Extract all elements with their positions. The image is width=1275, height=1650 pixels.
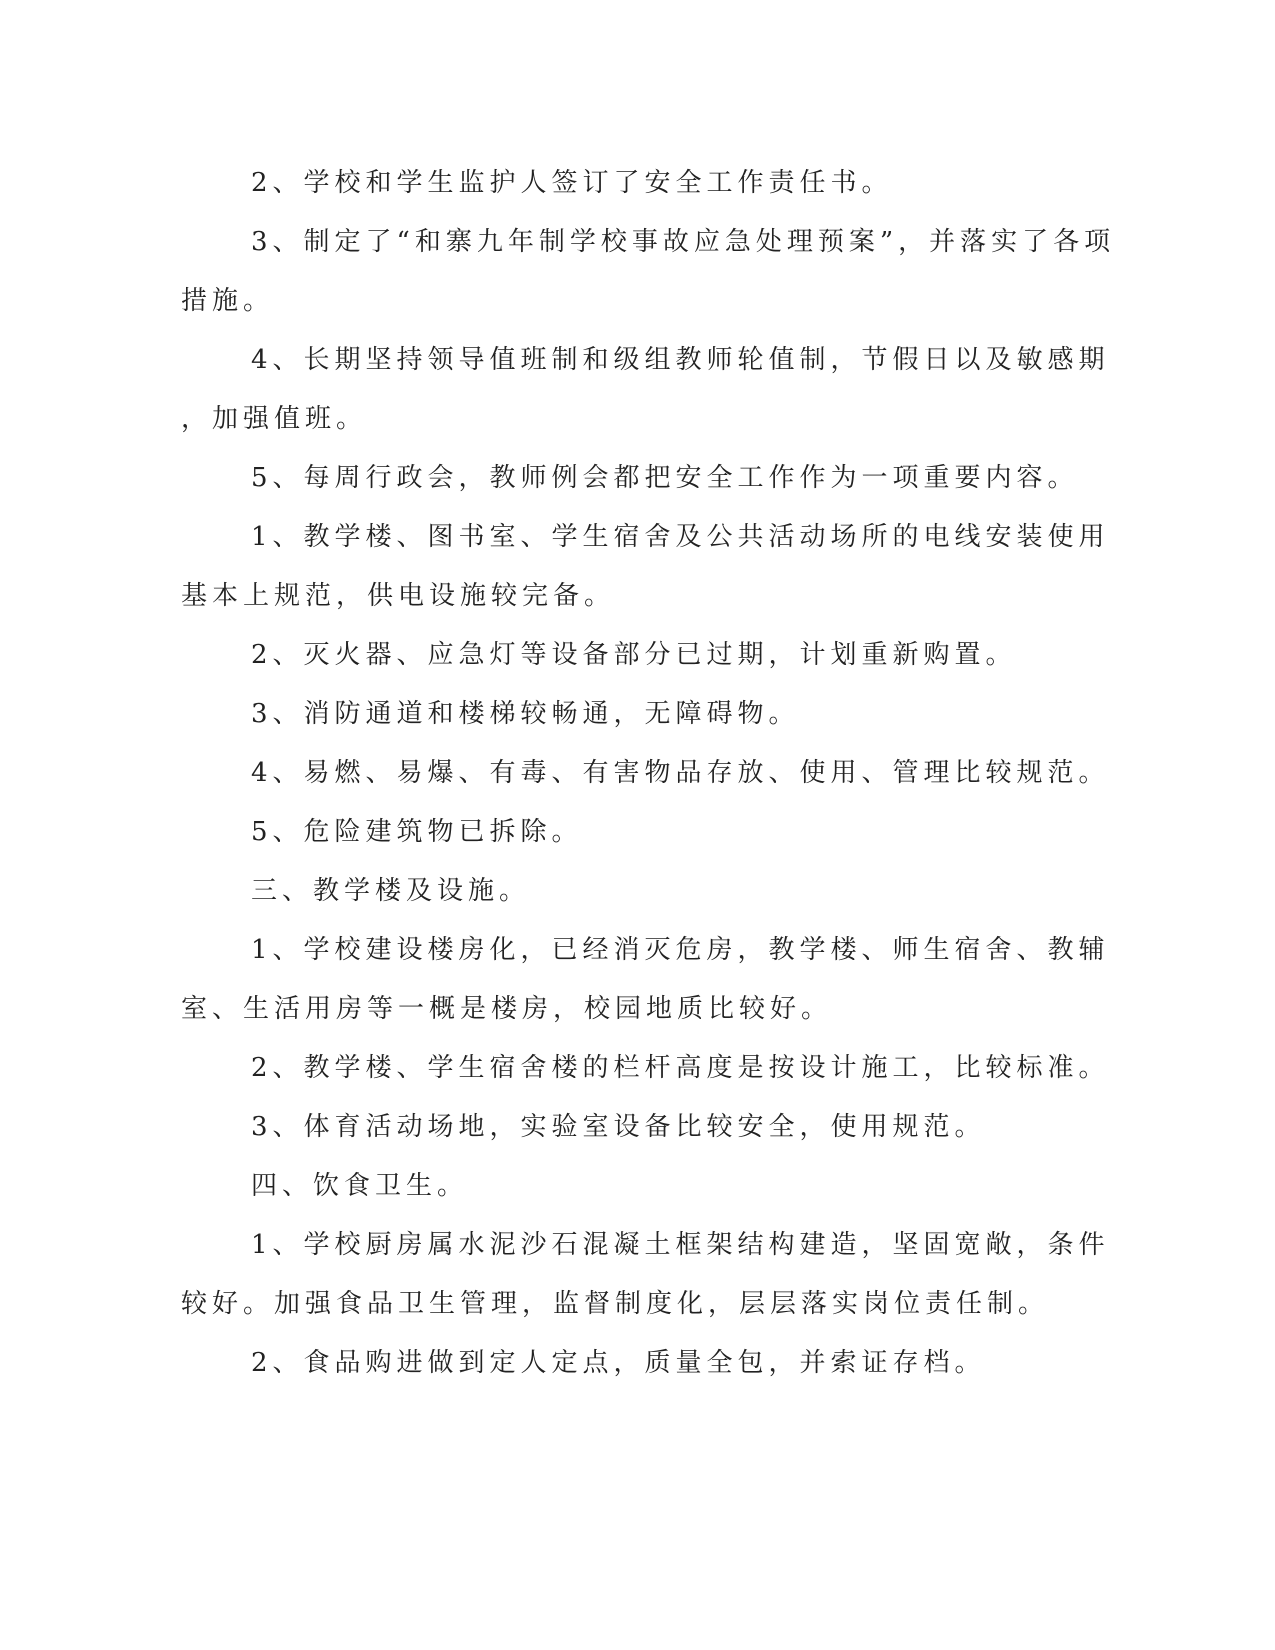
document-body — [181, 154, 1116, 1393]
paragraph-line: 基本上规范，供电设施较完备。 — [181, 581, 616, 611]
paragraph-line: 5、危险建筑物已拆除。 — [251, 817, 583, 847]
paragraph-line: 4、易燃、易爆、有毒、有害物品存放、使用、管理比较规范。 — [251, 758, 1110, 788]
paragraph-line: 2、灭火器、应急灯等设备部分已过期，计划重新购置。 — [251, 640, 1017, 670]
paragraph-line: 3、制定了“和寨九年制学校事故应急处理预案”，并落实了各项 — [251, 227, 1116, 257]
paragraph-line: 3、消防通道和楼梯较畅通，无障碍物。 — [251, 699, 800, 729]
paragraph-line: 1、教学楼、图书室、学生宿舍及公共活动场所的电线安装使用 — [251, 522, 1110, 552]
paragraph-line: ，加强值班。 — [181, 404, 368, 434]
paragraph-line: 5、每周行政会，教师例会都把安全工作作为一项重要内容。 — [251, 463, 1079, 493]
paragraph-line: 3、体育活动场地，实验室设备比较安全，使用规范。 — [251, 1112, 986, 1142]
paragraph-line: 2、教学楼、学生宿舍楼的栏杆高度是按设计施工，比较标准。 — [251, 1053, 1110, 1083]
paragraph-line: 1、学校建设楼房化，已经消灭危房，教学楼、师生宿舍、教辅 — [251, 935, 1110, 965]
paragraph-line: 2、学校和学生监护人签订了安全工作责任书。 — [251, 168, 893, 198]
paragraph-line: 较好。加强食品卫生管理，监督制度化，层层落实岗位责任制。 — [181, 1289, 1050, 1319]
paragraph-line: 2、食品购进做到定人定点，质量全包，并索证存档。 — [251, 1348, 986, 1378]
section-heading: 三、教学楼及设施。 — [251, 876, 531, 906]
paragraph-line: 1、学校厨房属水泥沙石混凝土框架结构建造，坚固宽敞，条件 — [251, 1230, 1110, 1260]
paragraph-line: 4、长期坚持领导值班制和级组教师轮值制，节假日以及敏感期 — [251, 345, 1110, 375]
paragraph-line: 室、生活用房等一概是楼房，校园地质比较好。 — [181, 994, 833, 1024]
section-heading: 四、饮食卫生。 — [251, 1171, 469, 1201]
paragraph-line: 措施。 — [181, 286, 275, 316]
